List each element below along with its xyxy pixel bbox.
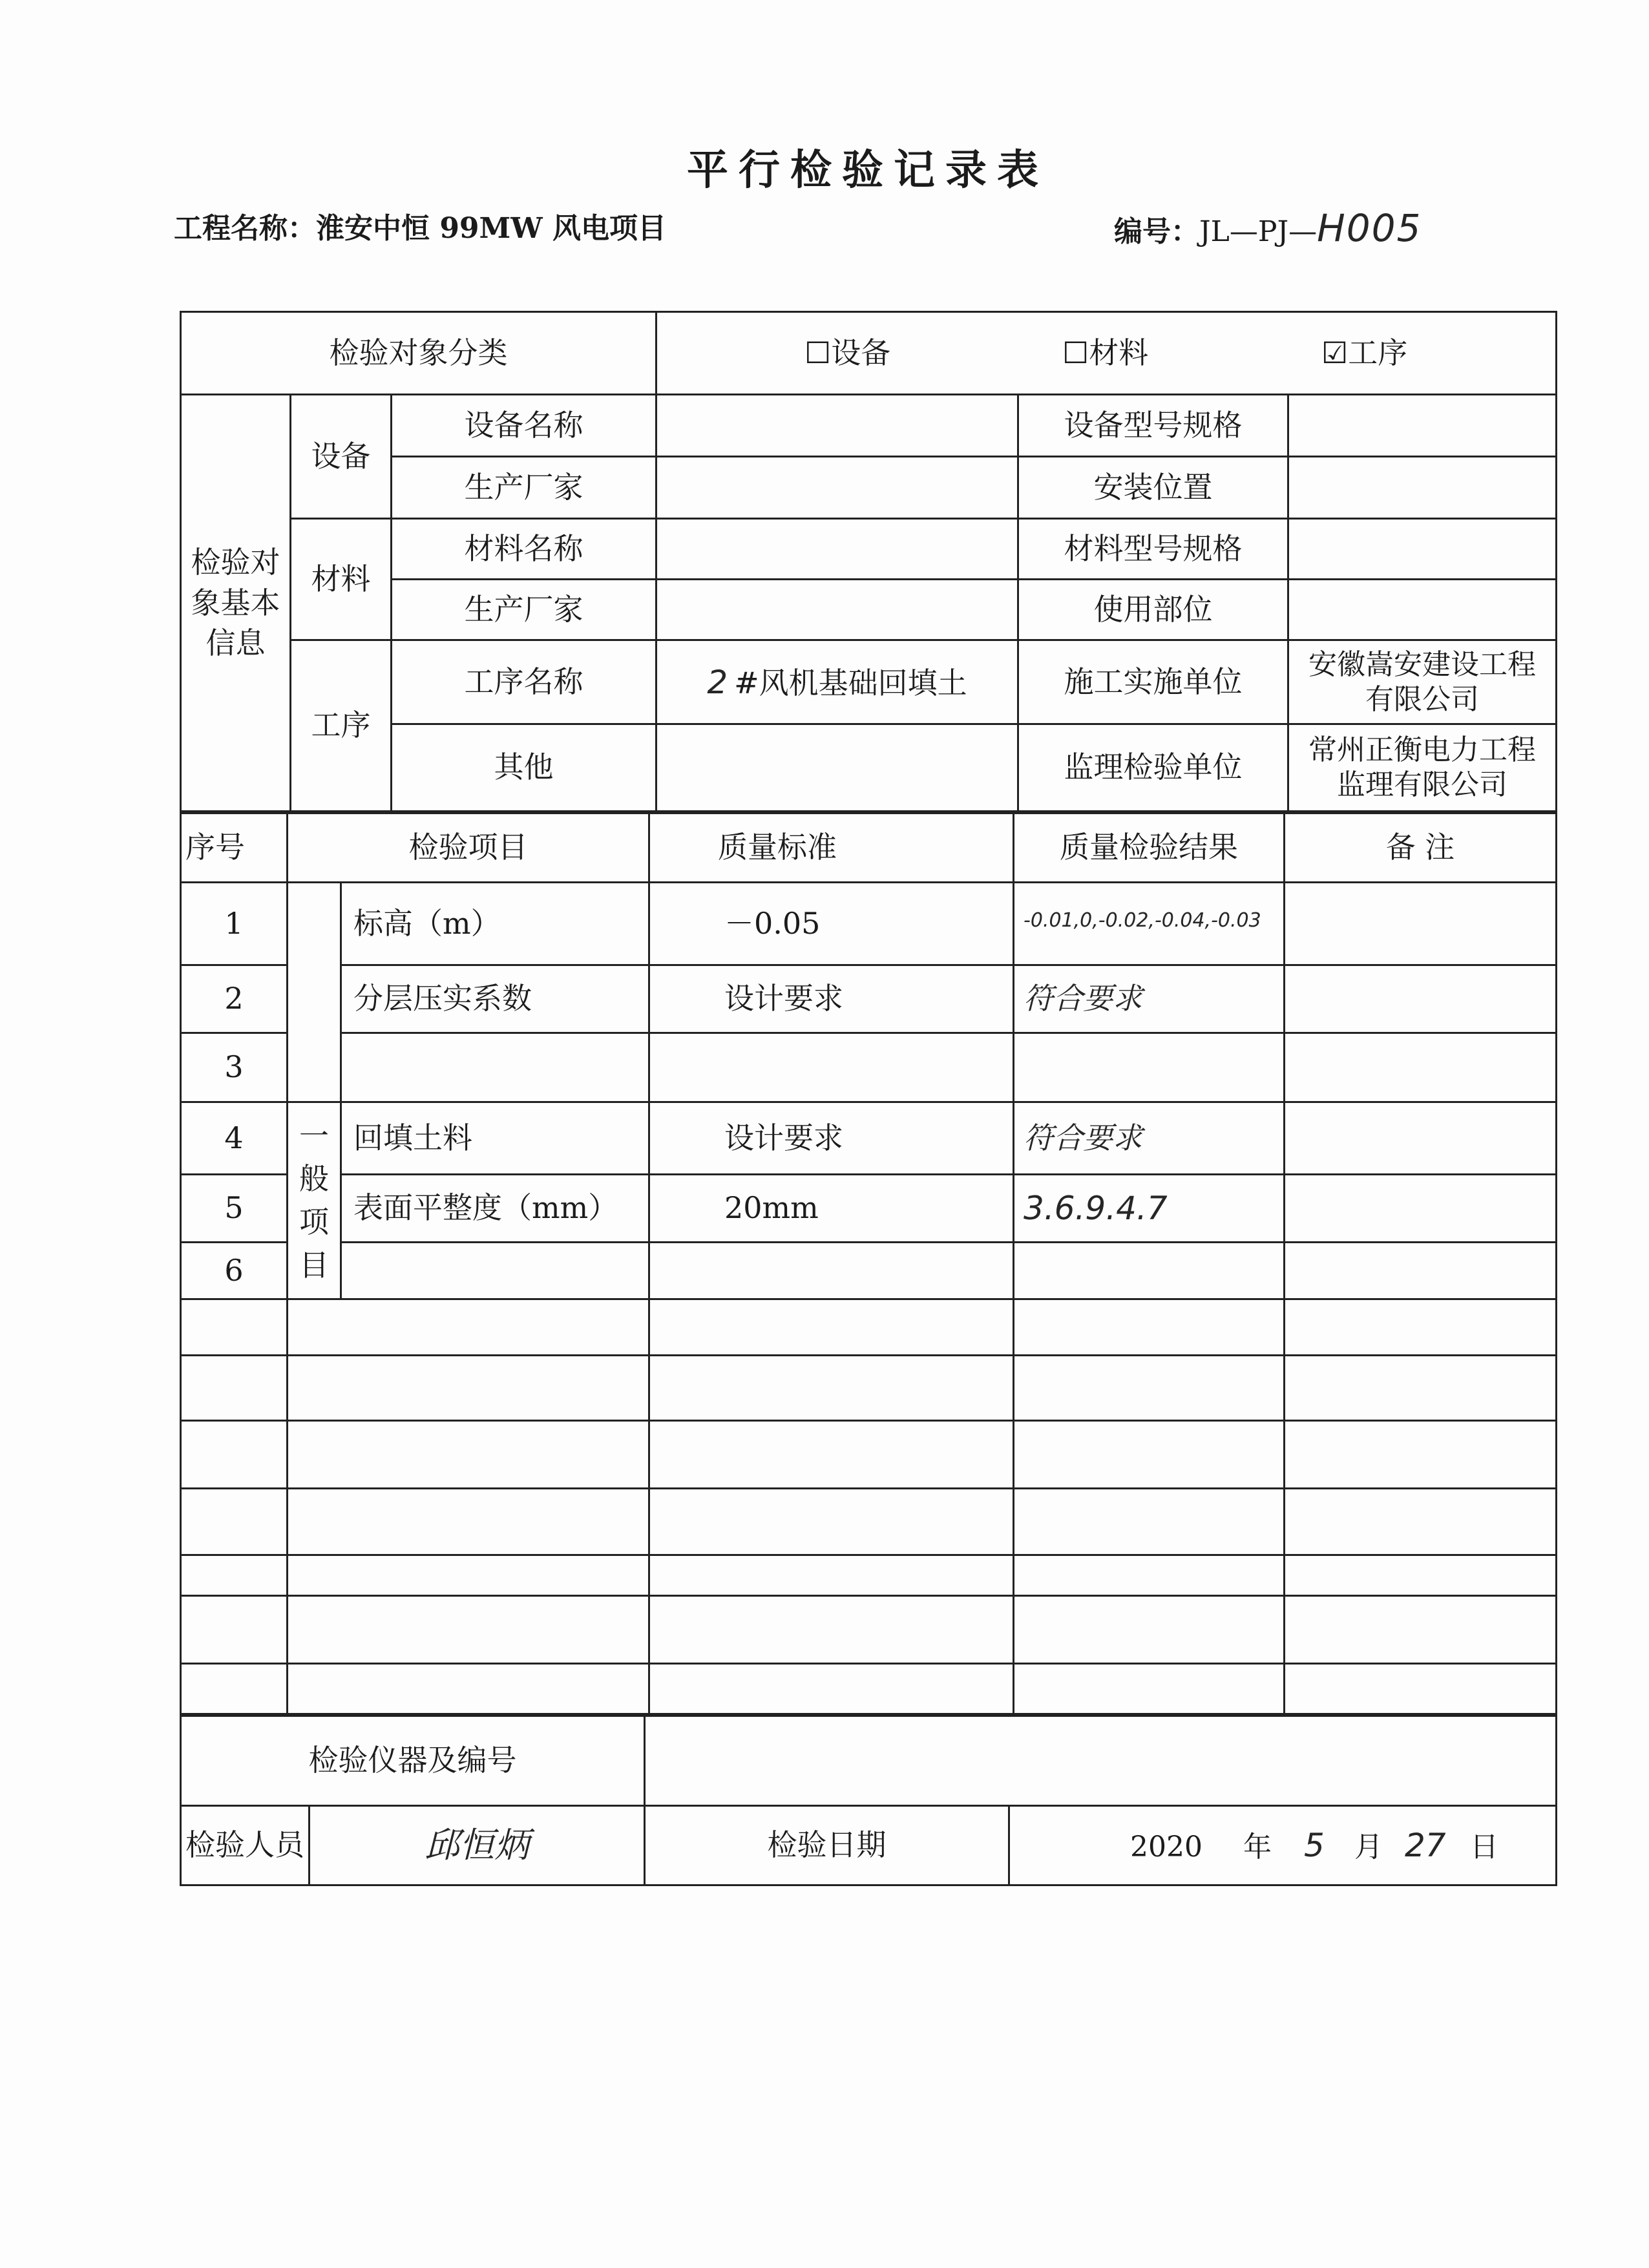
contractor-value-cell <box>1288 640 1557 724</box>
item-name: 回填土料 <box>341 1102 649 1175</box>
empty-cell <box>1285 1299 1557 1356</box>
date-year-unit: 年 <box>1243 1831 1272 1864</box>
inspection-items-table <box>180 812 1557 1715</box>
general-items-group-cell <box>288 1102 341 1299</box>
table-row <box>181 883 1557 965</box>
item-standard: 设计要求 <box>649 965 1014 1033</box>
empty-cell <box>1014 1664 1285 1714</box>
table-row <box>181 965 1557 1033</box>
empty-cell <box>288 1596 649 1664</box>
item-result-cell <box>1014 883 1285 965</box>
empty-cell <box>1014 1555 1285 1596</box>
empty-cell <box>1014 1299 1285 1356</box>
empty-cell <box>1014 1596 1285 1664</box>
process-checkbox: ☑ <box>1321 335 1349 370</box>
empty-cell <box>649 1664 1014 1714</box>
document-title: 平行检验记录表 <box>687 146 1049 194</box>
date-month: 5 <box>1304 1827 1325 1864</box>
process-group-label: 工序 <box>291 640 392 812</box>
empty-row <box>181 1664 1557 1714</box>
basic-info-label: 检验对象基本信息 <box>191 545 280 661</box>
material-model-value <box>1288 519 1557 580</box>
general-items-label: 一般项目 <box>299 1118 329 1283</box>
empty-cell <box>649 1421 1014 1489</box>
material-name-value <box>656 519 1018 580</box>
other-label: 其他 <box>392 724 656 812</box>
basic-info-cell <box>181 395 291 812</box>
project-label: 工程名称： <box>174 212 316 245</box>
item-name <box>341 1033 649 1102</box>
empty-row <box>181 1299 1557 1356</box>
supervisor-value-cell <box>1288 724 1557 812</box>
material-model-label: 材料型号规格 <box>1018 519 1288 580</box>
empty-cell <box>181 1664 288 1714</box>
item-remark <box>1285 1175 1557 1243</box>
signature-table <box>180 1715 1557 1886</box>
process-name-text: #风机基础回填土 <box>734 665 967 700</box>
date-month-unit: 月 <box>1354 1831 1383 1864</box>
option-equipment-label: 设备 <box>831 335 891 370</box>
inspection-form <box>180 311 1555 1886</box>
row-number: 2 <box>181 965 288 1033</box>
material-name-label: 材料名称 <box>392 519 656 580</box>
item-standard <box>649 1033 1014 1102</box>
item-standard: 20mm <box>649 1175 1014 1243</box>
project-line <box>174 211 666 247</box>
process-name-handwritten-number: 2 <box>707 663 728 701</box>
item-name: 分层压实系数 <box>341 965 649 1033</box>
material-manufacturer-label: 生产厂家 <box>392 580 656 640</box>
empty-cell <box>1285 1489 1557 1555</box>
empty-cell <box>288 1664 649 1714</box>
item-standard: 设计要求 <box>649 1102 1014 1175</box>
empty-cell <box>1285 1555 1557 1596</box>
process-row-1 <box>181 640 1557 724</box>
material-usage-value <box>1288 580 1557 640</box>
item-result-handwritten: 符合要求 <box>1024 981 1142 1016</box>
option-process-label: 工序 <box>1348 335 1408 370</box>
empty-row <box>181 1596 1557 1664</box>
empty-cell <box>649 1555 1014 1596</box>
inspection-date <box>1009 1806 1557 1885</box>
item-name: 表面平整度（mm） <box>341 1175 649 1243</box>
serial-label: 编号： <box>1114 215 1199 248</box>
row-number: 5 <box>181 1175 288 1243</box>
empty-cell <box>1014 1489 1285 1555</box>
item-name: 标高（m） <box>341 883 649 965</box>
supervisor-label: 监理检验单位 <box>1018 724 1288 812</box>
equipment-model-value <box>1288 395 1557 457</box>
row-number: 4 <box>181 1102 288 1175</box>
inspector-signature: 邱恒炳 <box>425 1824 529 1865</box>
item-result-handwritten: -0.01,0,-0.02,-0.04,-0.03 <box>1024 909 1261 932</box>
empty-row <box>181 1356 1557 1421</box>
equipment-name-label: 设备名称 <box>392 395 656 457</box>
empty-cell <box>1014 1356 1285 1421</box>
contractor-label: 施工实施单位 <box>1018 640 1288 724</box>
empty-cell <box>181 1489 288 1555</box>
item-remark <box>1285 883 1557 965</box>
item-remark <box>1285 1243 1557 1299</box>
empty-cell <box>649 1299 1014 1356</box>
equipment-manufacturer-label: 生产厂家 <box>392 457 656 519</box>
table-row <box>181 1175 1557 1243</box>
classification-row <box>181 312 1557 395</box>
date-day: 27 <box>1405 1827 1446 1864</box>
item-result-handwritten: 3.6.9.4.7 <box>1024 1190 1168 1227</box>
col-header-standard: 质量标准 <box>649 814 1014 883</box>
main-items-group-cell <box>288 883 341 1102</box>
option-equipment <box>804 335 1062 371</box>
inspector-signature-cell <box>310 1806 645 1885</box>
material-usage-label: 使用部位 <box>1018 580 1288 640</box>
process-name-value <box>656 640 1018 724</box>
empty-cell <box>181 1596 288 1664</box>
date-label: 检验日期 <box>645 1806 1009 1885</box>
serial-prefix: JL—PJ— <box>1199 215 1318 248</box>
empty-cell <box>1285 1356 1557 1421</box>
equipment-manufacturer-value <box>656 457 1018 519</box>
item-result-cell <box>1014 1033 1285 1102</box>
option-material-label: 材料 <box>1089 335 1149 370</box>
item-result-handwritten: 符合要求 <box>1024 1120 1142 1155</box>
equipment-location-label: 安装位置 <box>1018 457 1288 519</box>
serial-handwritten: H005 <box>1317 206 1422 250</box>
material-group-label: 材料 <box>291 519 392 640</box>
empty-cell <box>181 1356 288 1421</box>
item-result-cell <box>1014 965 1285 1033</box>
option-process <box>1321 335 1407 371</box>
empty-cell <box>181 1555 288 1596</box>
item-result-cell <box>1014 1102 1285 1175</box>
serial-number <box>1114 205 1422 255</box>
row-number: 3 <box>181 1033 288 1102</box>
inspector-row <box>181 1806 1557 1885</box>
empty-cell <box>1285 1596 1557 1664</box>
item-result-cell <box>1014 1243 1285 1299</box>
contractor-value: 安徽嵩安建设工程有限公司 <box>1308 647 1536 716</box>
material-manufacturer-value <box>656 580 1018 640</box>
items-header-row <box>181 814 1557 883</box>
supervisor-value: 常州正衡电力工程监理有限公司 <box>1308 733 1536 801</box>
other-value <box>656 724 1018 812</box>
table-row <box>181 1102 1557 1175</box>
empty-cell <box>288 1421 649 1489</box>
material-checkbox: ☐ <box>1062 335 1089 370</box>
col-header-no: 序号 <box>181 814 288 883</box>
empty-cell <box>181 1421 288 1489</box>
empty-row <box>181 1555 1557 1596</box>
col-header-remark: 备 注 <box>1285 814 1557 883</box>
row-number: 1 <box>181 883 288 965</box>
col-header-result: 质量检验结果 <box>1014 814 1285 883</box>
empty-cell <box>288 1555 649 1596</box>
date-year: 2020 <box>1130 1831 1203 1864</box>
material-row-1 <box>181 519 1557 580</box>
empty-cell <box>288 1356 649 1421</box>
empty-cell <box>288 1299 649 1356</box>
empty-cell <box>649 1356 1014 1421</box>
item-result-cell <box>1014 1175 1285 1243</box>
instrument-value <box>645 1716 1557 1806</box>
equipment-row-1 <box>181 395 1557 457</box>
option-material <box>1062 335 1321 371</box>
object-info-table <box>180 311 1557 812</box>
empty-row <box>181 1421 1557 1489</box>
empty-cell <box>1285 1421 1557 1489</box>
project-name: 淮安中恒 99MW 风电项目 <box>316 212 666 245</box>
instrument-row <box>181 1716 1557 1806</box>
classification-label: 检验对象分类 <box>181 312 656 395</box>
equipment-checkbox: ☐ <box>804 335 832 370</box>
equipment-name-value <box>656 395 1018 457</box>
classification-options <box>656 312 1557 395</box>
item-remark <box>1285 965 1557 1033</box>
process-name-label: 工序名称 <box>392 640 656 724</box>
equipment-model-label: 设备型号规格 <box>1018 395 1288 457</box>
inspector-label: 检验人员 <box>181 1806 310 1885</box>
item-standard <box>649 1243 1014 1299</box>
row-number: 6 <box>181 1243 288 1299</box>
equipment-group-label: 设备 <box>291 395 392 519</box>
empty-cell <box>1285 1664 1557 1714</box>
empty-row <box>181 1489 1557 1555</box>
item-name <box>341 1243 649 1299</box>
empty-cell <box>288 1489 649 1555</box>
table-row <box>181 1033 1557 1102</box>
table-row <box>181 1243 1557 1299</box>
instrument-label: 检验仪器及编号 <box>181 1716 645 1806</box>
empty-cell <box>181 1299 288 1356</box>
item-standard: －0.05 <box>649 883 1014 965</box>
equipment-location-value <box>1288 457 1557 519</box>
date-day-unit: 日 <box>1470 1831 1498 1864</box>
empty-cell <box>649 1489 1014 1555</box>
item-remark <box>1285 1102 1557 1175</box>
item-remark <box>1285 1033 1557 1102</box>
empty-cell <box>649 1596 1014 1664</box>
empty-cell <box>1014 1421 1285 1489</box>
col-header-item: 检验项目 <box>288 814 649 883</box>
